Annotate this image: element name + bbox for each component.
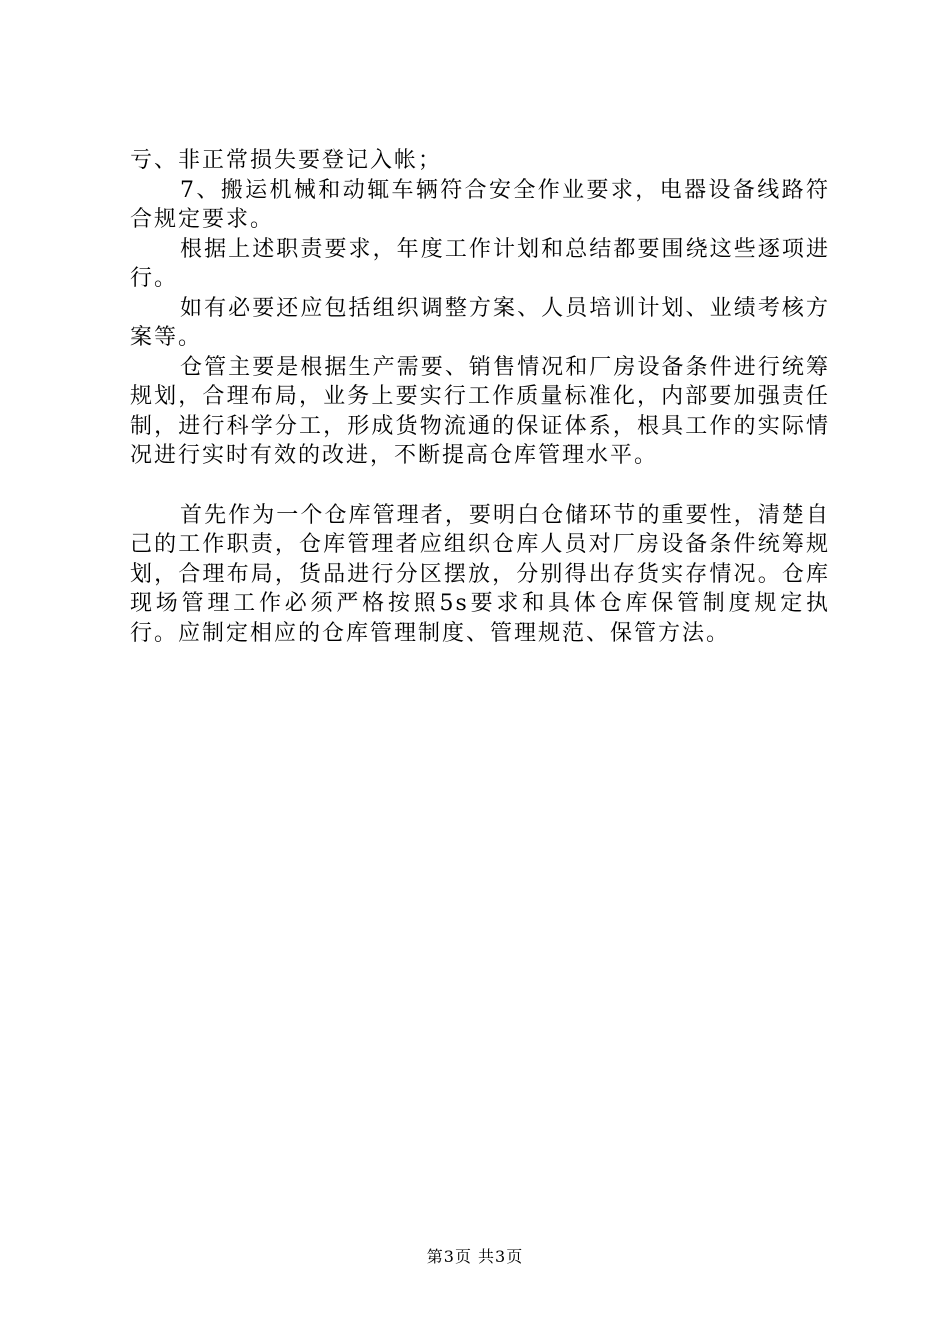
paragraph-warehouse-management: 仓管主要是根据生产需要、销售情况和厂房设备条件进行统筹规划，合理布局，业务上要实行工作质量标准化，内部要加强责任制，进行科学分工，形成货物流通的保证体系，根具工作的实际情况进行实时有效的改进，不断提高仓库管理水平。 [130,354,830,468]
paragraph-warehouse-manager: 首先作为一个仓库管理者，要明白仓储环节的重要性，清楚自己的工作职责，仓库管理者应组织仓库人员对厂房设备条件统筹规划，合理布局，货品进行分区摆放，分别得出存货实存情况。仓库现场管理工作必须严格按照5s要求和具体仓库保管制度规定执行。应制定相应的仓库管理制度、管理规范、保管方法。 [130,502,830,646]
paragraph-optional-plans: 如有必要还应包括组织调整方案、人员培训计划、业绩考核方案等。 [130,295,830,350]
paragraph-continuation: 亏、非正常损失要登记入帐； [130,148,443,173]
paragraph-item-7: 7、搬运机械和动辄车辆符合安全作业要求，电器设备线路符合规定要求。 [130,177,830,232]
page-number-footer: 第3页 共3页 [426,1247,524,1266]
paragraph-plan-summary: 根据上述职责要求，年度工作计划和总结都要围绕这些逐项进行。 [130,236,830,291]
document-body [130,146,830,648]
